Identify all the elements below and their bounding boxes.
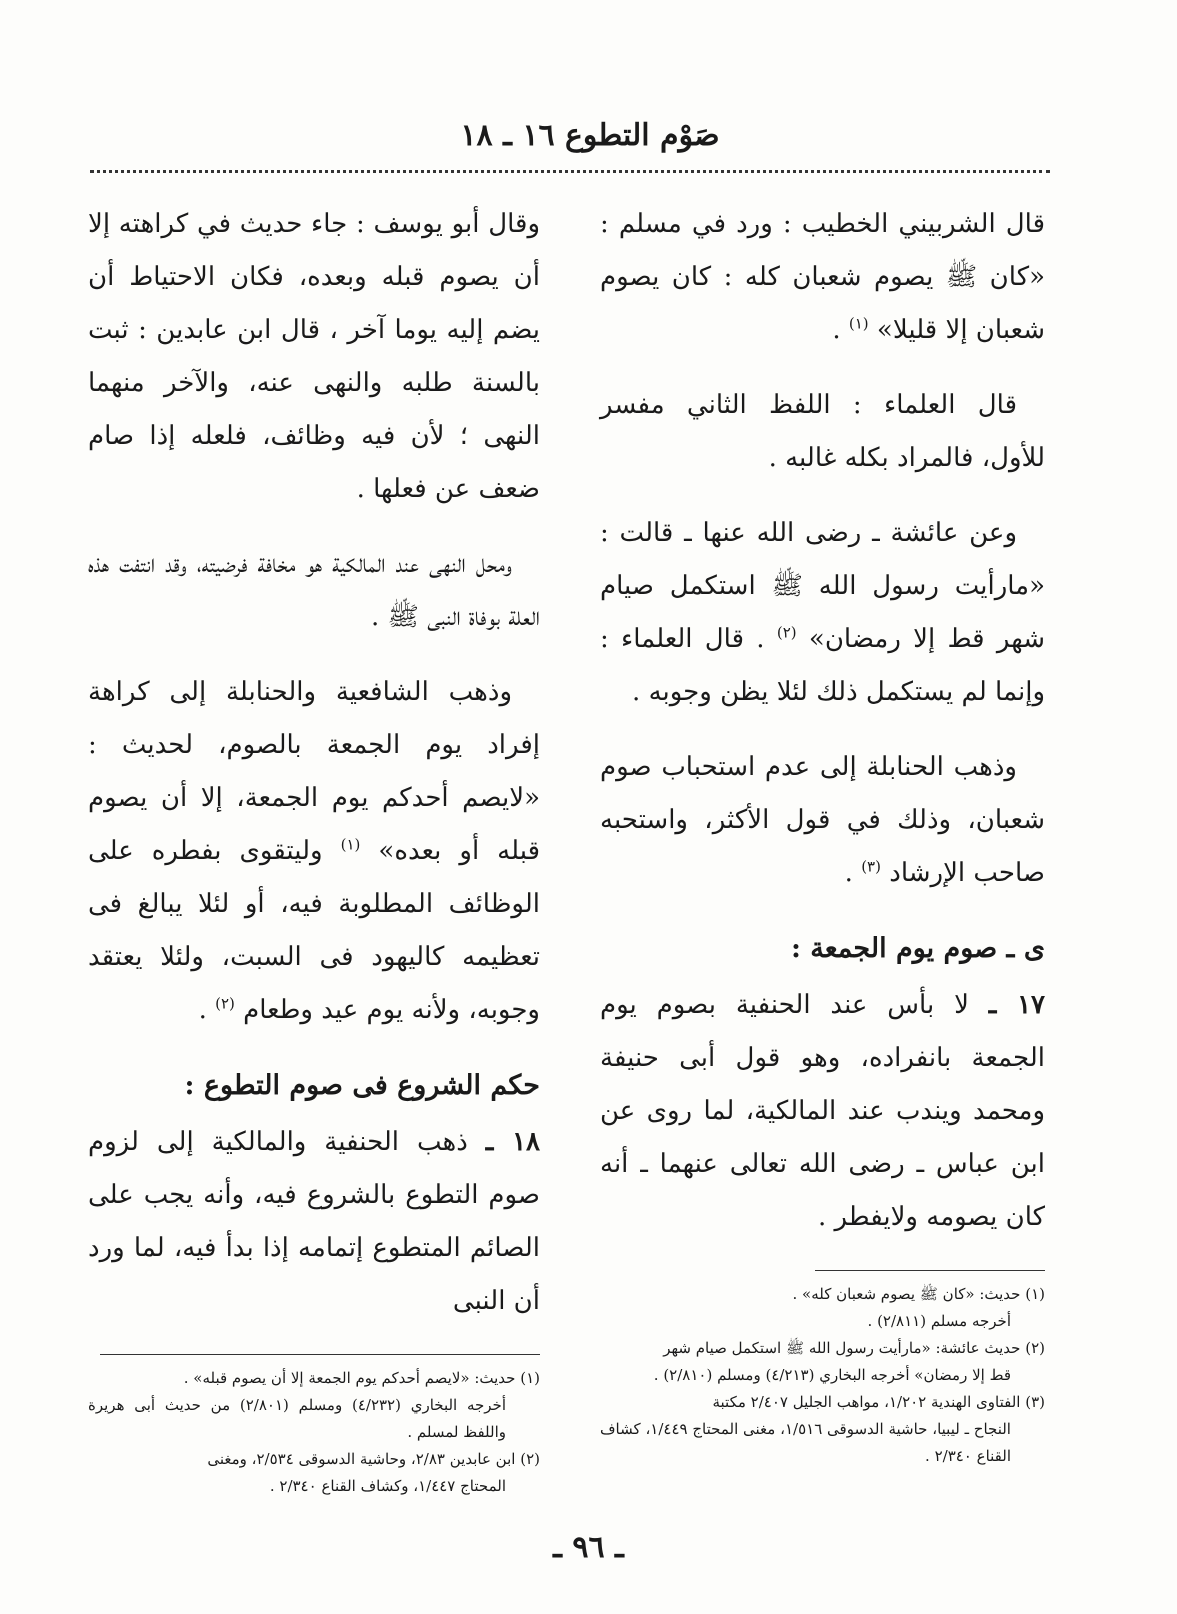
left-column: [88, 198, 540, 1500]
left-footnotes: [88, 1365, 540, 1500]
footnote: (٣) الفتاوى الهندية ١/٢٠٢، مواهب الجليل ٢/٤٠٧ مكتبة النجاح ـ ليبيا، حاشية الدسوقى ١/٥١٦، مغنى المحتاج ١/٤٤٩، كشاف القناع ٢/٣٤٠ .: [600, 1393, 1045, 1465]
section-heading-friday-fast: ى ـ صوم يوم الجمعة :: [790, 933, 1045, 964]
left-paragraph-3: وذهب الشافعية والحنابلة إلى كراهة إفراد يوم الجمعة بالصوم، لحديث : «لايصم أحدكم يوم الجمعة، إلا أن يصوم قبله أو بعده» $^{(١)}$ وليتقوى بفطره على الوظائف المطلوبة فيه، أو لئلا يبالغ فى تعظيمه كاليهود فى السبت، ولئلا يعتقد وجوبه، ولأنه يوم عيد وطعام $^{(٢)}$ .: [88, 677, 541, 1025]
footnote-ref-3: (٣): [861, 857, 881, 876]
left-paragraph-4: ١٨ ـ ذهب الحنفية والمالكية إلى لزوم صوم التطوع بالشروع فيه، وأنه يجب على الصائم المتطوع إتمامه إذا بدأ فيه، لما ورد أن النبى: [88, 1127, 541, 1316]
right-paragraph-3: وعن عائشة ـ رضى الله عنها ـ قالت : «مارأيت رسول الله ﷺ استكمل صيام شهر قط إلا رمضان» $^{(٢)}$ . قال العلماء : وإنما لم يستكمل ذلك لئلا يظن وجوبه .: [600, 518, 1045, 707]
page-title: صَوْم التطوع ١٦ ـ ١٨: [460, 118, 720, 153]
right-paragraph-5: ١٧ ـ لا بأس عند الحنفية بصوم يوم الجمعة بانفراده، وهو قول أبى حنيفة ومحمد ويندب عند المالكية، لما روى عن ابن عباس ـ رضى الله تعالى عنهما ـ أنه كان يصومه ولايفطر .: [600, 990, 1045, 1232]
paragraph-number-17: ١٧ ـ: [988, 990, 1045, 1020]
footnote-ref-2: (٢): [776, 623, 797, 642]
left-paragraph-2: ومحل النهى عند المالكية هو مخافة فرضيته، وقد انتفت هذه العلة بوفاة النبى ﷺ .: [88, 549, 540, 632]
right-footnotes: [600, 1281, 1045, 1470]
footnote: (١) حديث: «كان ﷺ يصوم شعبان كله» . أخرجه مسلم (٢/٨١١) .: [792, 1285, 1045, 1330]
right-paragraph-2: قال العلماء : اللفظ الثاني مفسر للأول، فالمراد بكله غالبه .: [600, 390, 1045, 473]
footnote: (١) حديث: «لايصم أحدكم يوم الجمعة إلا أن يصوم قبله» . أخرجه البخاري (٤/٢٣٢) ومسلم (٢/٨٠١) من حديث أبى هريرة واللفظ لمسلم .: [88, 1369, 540, 1441]
footnote-ref-2: (٢): [215, 994, 235, 1013]
footnote: (٢) ابن عابدين ٢/٨٣، وحاشية الدسوقى ٢/٥٣٤، ومغنى المحتاج ١/٤٤٧، وكشاف القناع ٢/٣٤٠ .: [207, 1450, 540, 1495]
footnote: (٢) حديث عائشة: «مارأيت رسول الله ﷺ استكمل صيام شهر قط إلا رمضان» أخرجه البخاري (٤/٢١٣) ومسلم (٢/٨١٠) .: [653, 1339, 1045, 1384]
paragraph-number-18: ١٨ ـ: [485, 1127, 541, 1157]
footnote-ref-1: (١): [848, 314, 869, 333]
footnote-divider: [815, 1270, 1045, 1271]
footnote-ref-1: (١): [340, 835, 361, 854]
right-paragraph-4: وذهب الحنابلة إلى عدم استحباب صوم شعبان، وذلك في قول الأكثر، واستحبه صاحب الإرشاد $^{(٣)}$ .: [600, 752, 1045, 888]
page-number: ـ ٩٦ ـ: [553, 1530, 624, 1565]
header-divider: [90, 170, 1050, 173]
left-paragraph-1: وقال أبو يوسف : جاء حديث في كراهته إلا أن يصوم قبله وبعده، فكان الاحتياط أن يضم إليه يوما آخر ، قال ابن عابدين : ثبت بالسنة طلبه والنهى عنه، والآخر منهما النهى ؛ لأن فيه وظائف، فلعله إذا صام ضعف عن فعلها .: [88, 209, 540, 504]
section-heading-voluntary-fast: حكم الشروع فى صوم التطوع :: [184, 1070, 540, 1101]
right-paragraph-1: قال الشربيني الخطيب : ورد في مسلم : «كان ﷺ يصوم شعبان كله : كان يصوم شعبان إلا قليلا» $^{(١)}$ .: [600, 209, 1045, 345]
footnote-divider: [100, 1354, 540, 1355]
right-column: [600, 198, 1045, 1470]
